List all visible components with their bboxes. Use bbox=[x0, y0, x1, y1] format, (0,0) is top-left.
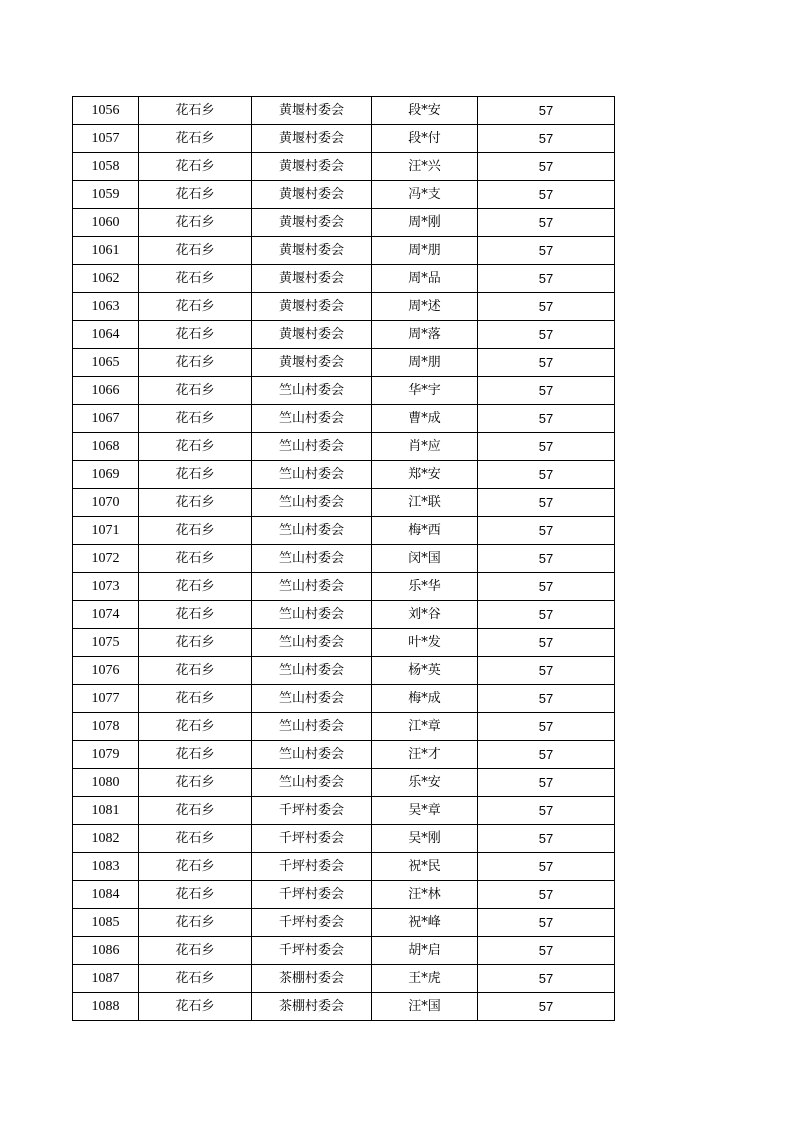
person-name-cell: 华*宇 bbox=[372, 377, 478, 405]
person-name-cell: 周*朋 bbox=[372, 349, 478, 377]
amount-cell: 57 bbox=[478, 293, 615, 321]
township-cell: 花石乡 bbox=[139, 685, 252, 713]
township-cell: 花石乡 bbox=[139, 125, 252, 153]
amount-cell: 57 bbox=[478, 181, 615, 209]
village-committee-cell: 黄堰村委会 bbox=[252, 181, 372, 209]
row-number-cell: 1077 bbox=[73, 685, 139, 713]
table-row bbox=[73, 881, 615, 909]
township-cell: 花石乡 bbox=[139, 657, 252, 685]
person-name-cell: 梅*西 bbox=[372, 517, 478, 545]
row-number-cell: 1081 bbox=[73, 797, 139, 825]
row-number-cell: 1072 bbox=[73, 545, 139, 573]
township-cell: 花石乡 bbox=[139, 853, 252, 881]
village-committee-cell: 黄堰村委会 bbox=[252, 97, 372, 125]
township-cell: 花石乡 bbox=[139, 713, 252, 741]
person-name-cell: 祝*峰 bbox=[372, 909, 478, 937]
amount-cell: 57 bbox=[478, 461, 615, 489]
table-row bbox=[73, 237, 615, 265]
village-committee-cell: 茶棚村委会 bbox=[252, 993, 372, 1021]
table-row bbox=[73, 853, 615, 881]
township-cell: 花石乡 bbox=[139, 797, 252, 825]
township-cell: 花石乡 bbox=[139, 517, 252, 545]
township-cell: 花石乡 bbox=[139, 769, 252, 797]
amount-cell: 57 bbox=[478, 237, 615, 265]
amount-cell: 57 bbox=[478, 349, 615, 377]
amount-cell: 57 bbox=[478, 769, 615, 797]
table-row bbox=[73, 153, 615, 181]
table-row bbox=[73, 629, 615, 657]
village-committee-cell: 竺山村委会 bbox=[252, 601, 372, 629]
person-name-cell: 祝*民 bbox=[372, 853, 478, 881]
table-row bbox=[73, 97, 615, 125]
village-committee-cell: 黄堰村委会 bbox=[252, 153, 372, 181]
amount-cell: 57 bbox=[478, 209, 615, 237]
table-body bbox=[73, 97, 615, 1021]
row-number-cell: 1080 bbox=[73, 769, 139, 797]
village-committee-cell: 千坪村委会 bbox=[252, 825, 372, 853]
person-name-cell: 江*章 bbox=[372, 713, 478, 741]
row-number-cell: 1057 bbox=[73, 125, 139, 153]
row-number-cell: 1059 bbox=[73, 181, 139, 209]
table-row bbox=[73, 909, 615, 937]
amount-cell: 57 bbox=[478, 321, 615, 349]
row-number-cell: 1078 bbox=[73, 713, 139, 741]
village-committee-cell: 竺山村委会 bbox=[252, 517, 372, 545]
township-cell: 花石乡 bbox=[139, 405, 252, 433]
person-name-cell: 周*述 bbox=[372, 293, 478, 321]
village-committee-cell: 竺山村委会 bbox=[252, 377, 372, 405]
person-name-cell: 杨*英 bbox=[372, 657, 478, 685]
township-cell: 花石乡 bbox=[139, 489, 252, 517]
row-number-cell: 1069 bbox=[73, 461, 139, 489]
row-number-cell: 1070 bbox=[73, 489, 139, 517]
person-name-cell: 汪*国 bbox=[372, 993, 478, 1021]
township-cell: 花石乡 bbox=[139, 545, 252, 573]
table-row bbox=[73, 713, 615, 741]
table-row bbox=[73, 741, 615, 769]
table-row bbox=[73, 937, 615, 965]
township-cell: 花石乡 bbox=[139, 573, 252, 601]
person-name-cell: 叶*发 bbox=[372, 629, 478, 657]
village-committee-cell: 竺山村委会 bbox=[252, 545, 372, 573]
person-name-cell: 王*虎 bbox=[372, 965, 478, 993]
village-committee-cell: 竺山村委会 bbox=[252, 629, 372, 657]
township-cell: 花石乡 bbox=[139, 629, 252, 657]
row-number-cell: 1079 bbox=[73, 741, 139, 769]
table-row bbox=[73, 433, 615, 461]
person-name-cell: 汪*兴 bbox=[372, 153, 478, 181]
village-committee-cell: 黄堰村委会 bbox=[252, 209, 372, 237]
person-name-cell: 江*联 bbox=[372, 489, 478, 517]
township-cell: 花石乡 bbox=[139, 293, 252, 321]
table-row bbox=[73, 993, 615, 1021]
amount-cell: 57 bbox=[478, 713, 615, 741]
amount-cell: 57 bbox=[478, 629, 615, 657]
person-name-cell: 周*落 bbox=[372, 321, 478, 349]
table-row bbox=[73, 601, 615, 629]
row-number-cell: 1075 bbox=[73, 629, 139, 657]
person-name-cell: 周*品 bbox=[372, 265, 478, 293]
village-committee-cell: 竺山村委会 bbox=[252, 769, 372, 797]
amount-cell: 57 bbox=[478, 377, 615, 405]
township-cell: 花石乡 bbox=[139, 377, 252, 405]
amount-cell: 57 bbox=[478, 685, 615, 713]
person-name-cell: 吴*刚 bbox=[372, 825, 478, 853]
township-cell: 花石乡 bbox=[139, 965, 252, 993]
table-row bbox=[73, 293, 615, 321]
table-row bbox=[73, 125, 615, 153]
table-row bbox=[73, 489, 615, 517]
table-row bbox=[73, 657, 615, 685]
row-number-cell: 1087 bbox=[73, 965, 139, 993]
row-number-cell: 1083 bbox=[73, 853, 139, 881]
township-cell: 花石乡 bbox=[139, 433, 252, 461]
village-committee-cell: 黄堰村委会 bbox=[252, 237, 372, 265]
row-number-cell: 1065 bbox=[73, 349, 139, 377]
village-committee-cell: 竺山村委会 bbox=[252, 405, 372, 433]
township-cell: 花石乡 bbox=[139, 153, 252, 181]
village-committee-cell: 千坪村委会 bbox=[252, 909, 372, 937]
row-number-cell: 1064 bbox=[73, 321, 139, 349]
amount-cell: 57 bbox=[478, 265, 615, 293]
table-row bbox=[73, 377, 615, 405]
village-committee-cell: 茶棚村委会 bbox=[252, 965, 372, 993]
amount-cell: 57 bbox=[478, 517, 615, 545]
township-cell: 花石乡 bbox=[139, 461, 252, 489]
village-committee-cell: 黄堰村委会 bbox=[252, 265, 372, 293]
row-number-cell: 1085 bbox=[73, 909, 139, 937]
person-name-cell: 闵*国 bbox=[372, 545, 478, 573]
table-row bbox=[73, 573, 615, 601]
row-number-cell: 1074 bbox=[73, 601, 139, 629]
person-name-cell: 汪*才 bbox=[372, 741, 478, 769]
row-number-cell: 1058 bbox=[73, 153, 139, 181]
village-committee-cell: 黄堰村委会 bbox=[252, 125, 372, 153]
row-number-cell: 1067 bbox=[73, 405, 139, 433]
amount-cell: 57 bbox=[478, 937, 615, 965]
table-row bbox=[73, 769, 615, 797]
township-cell: 花石乡 bbox=[139, 237, 252, 265]
person-name-cell: 吴*章 bbox=[372, 797, 478, 825]
table-row bbox=[73, 265, 615, 293]
table-row bbox=[73, 545, 615, 573]
amount-cell: 57 bbox=[478, 545, 615, 573]
person-name-cell: 乐*华 bbox=[372, 573, 478, 601]
amount-cell: 57 bbox=[478, 741, 615, 769]
row-number-cell: 1086 bbox=[73, 937, 139, 965]
amount-cell: 57 bbox=[478, 153, 615, 181]
table-row bbox=[73, 209, 615, 237]
amount-cell: 57 bbox=[478, 97, 615, 125]
village-committee-cell: 竺山村委会 bbox=[252, 573, 372, 601]
person-name-cell: 郑*安 bbox=[372, 461, 478, 489]
table-row bbox=[73, 321, 615, 349]
village-committee-cell: 竺山村委会 bbox=[252, 741, 372, 769]
row-number-cell: 1063 bbox=[73, 293, 139, 321]
amount-cell: 57 bbox=[478, 797, 615, 825]
person-name-cell: 汪*林 bbox=[372, 881, 478, 909]
amount-cell: 57 bbox=[478, 489, 615, 517]
township-cell: 花石乡 bbox=[139, 181, 252, 209]
township-cell: 花石乡 bbox=[139, 321, 252, 349]
township-cell: 花石乡 bbox=[139, 209, 252, 237]
row-number-cell: 1061 bbox=[73, 237, 139, 265]
row-number-cell: 1060 bbox=[73, 209, 139, 237]
township-cell: 花石乡 bbox=[139, 349, 252, 377]
table-row bbox=[73, 825, 615, 853]
table-row bbox=[73, 517, 615, 545]
village-committee-cell: 竺山村委会 bbox=[252, 433, 372, 461]
amount-cell: 57 bbox=[478, 405, 615, 433]
person-name-cell: 胡*启 bbox=[372, 937, 478, 965]
township-cell: 花石乡 bbox=[139, 909, 252, 937]
table-row bbox=[73, 405, 615, 433]
village-committee-cell: 千坪村委会 bbox=[252, 797, 372, 825]
village-committee-cell: 千坪村委会 bbox=[252, 881, 372, 909]
village-committee-cell: 竺山村委会 bbox=[252, 461, 372, 489]
township-cell: 花石乡 bbox=[139, 97, 252, 125]
amount-cell: 57 bbox=[478, 601, 615, 629]
amount-cell: 57 bbox=[478, 433, 615, 461]
table-row bbox=[73, 461, 615, 489]
row-number-cell: 1084 bbox=[73, 881, 139, 909]
person-name-cell: 周*朋 bbox=[372, 237, 478, 265]
table-row bbox=[73, 181, 615, 209]
person-name-cell: 曹*成 bbox=[372, 405, 478, 433]
amount-cell: 57 bbox=[478, 573, 615, 601]
person-name-cell: 刘*谷 bbox=[372, 601, 478, 629]
amount-cell: 57 bbox=[478, 657, 615, 685]
row-number-cell: 1082 bbox=[73, 825, 139, 853]
amount-cell: 57 bbox=[478, 909, 615, 937]
row-number-cell: 1056 bbox=[73, 97, 139, 125]
village-committee-cell: 千坪村委会 bbox=[252, 937, 372, 965]
row-number-cell: 1071 bbox=[73, 517, 139, 545]
amount-cell: 57 bbox=[478, 993, 615, 1021]
data-table bbox=[72, 96, 615, 1021]
amount-cell: 57 bbox=[478, 825, 615, 853]
row-number-cell: 1088 bbox=[73, 993, 139, 1021]
row-number-cell: 1066 bbox=[73, 377, 139, 405]
table-row bbox=[73, 797, 615, 825]
amount-cell: 57 bbox=[478, 853, 615, 881]
village-committee-cell: 竺山村委会 bbox=[252, 657, 372, 685]
village-committee-cell: 竺山村委会 bbox=[252, 685, 372, 713]
person-name-cell: 段*付 bbox=[372, 125, 478, 153]
township-cell: 花石乡 bbox=[139, 825, 252, 853]
village-committee-cell: 竺山村委会 bbox=[252, 489, 372, 517]
row-number-cell: 1073 bbox=[73, 573, 139, 601]
person-name-cell: 乐*安 bbox=[372, 769, 478, 797]
township-cell: 花石乡 bbox=[139, 741, 252, 769]
person-name-cell: 冯*支 bbox=[372, 181, 478, 209]
township-cell: 花石乡 bbox=[139, 265, 252, 293]
amount-cell: 57 bbox=[478, 965, 615, 993]
table-row bbox=[73, 349, 615, 377]
village-committee-cell: 千坪村委会 bbox=[252, 853, 372, 881]
township-cell: 花石乡 bbox=[139, 993, 252, 1021]
village-committee-cell: 黄堰村委会 bbox=[252, 321, 372, 349]
table-row bbox=[73, 685, 615, 713]
amount-cell: 57 bbox=[478, 881, 615, 909]
table-row bbox=[73, 965, 615, 993]
person-name-cell: 梅*成 bbox=[372, 685, 478, 713]
row-number-cell: 1068 bbox=[73, 433, 139, 461]
township-cell: 花石乡 bbox=[139, 881, 252, 909]
person-name-cell: 周*刚 bbox=[372, 209, 478, 237]
person-name-cell: 段*安 bbox=[372, 97, 478, 125]
row-number-cell: 1062 bbox=[73, 265, 139, 293]
amount-cell: 57 bbox=[478, 125, 615, 153]
township-cell: 花石乡 bbox=[139, 601, 252, 629]
township-cell: 花石乡 bbox=[139, 937, 252, 965]
row-number-cell: 1076 bbox=[73, 657, 139, 685]
village-committee-cell: 黄堰村委会 bbox=[252, 349, 372, 377]
village-committee-cell: 黄堰村委会 bbox=[252, 293, 372, 321]
person-name-cell: 肖*应 bbox=[372, 433, 478, 461]
village-committee-cell: 竺山村委会 bbox=[252, 713, 372, 741]
